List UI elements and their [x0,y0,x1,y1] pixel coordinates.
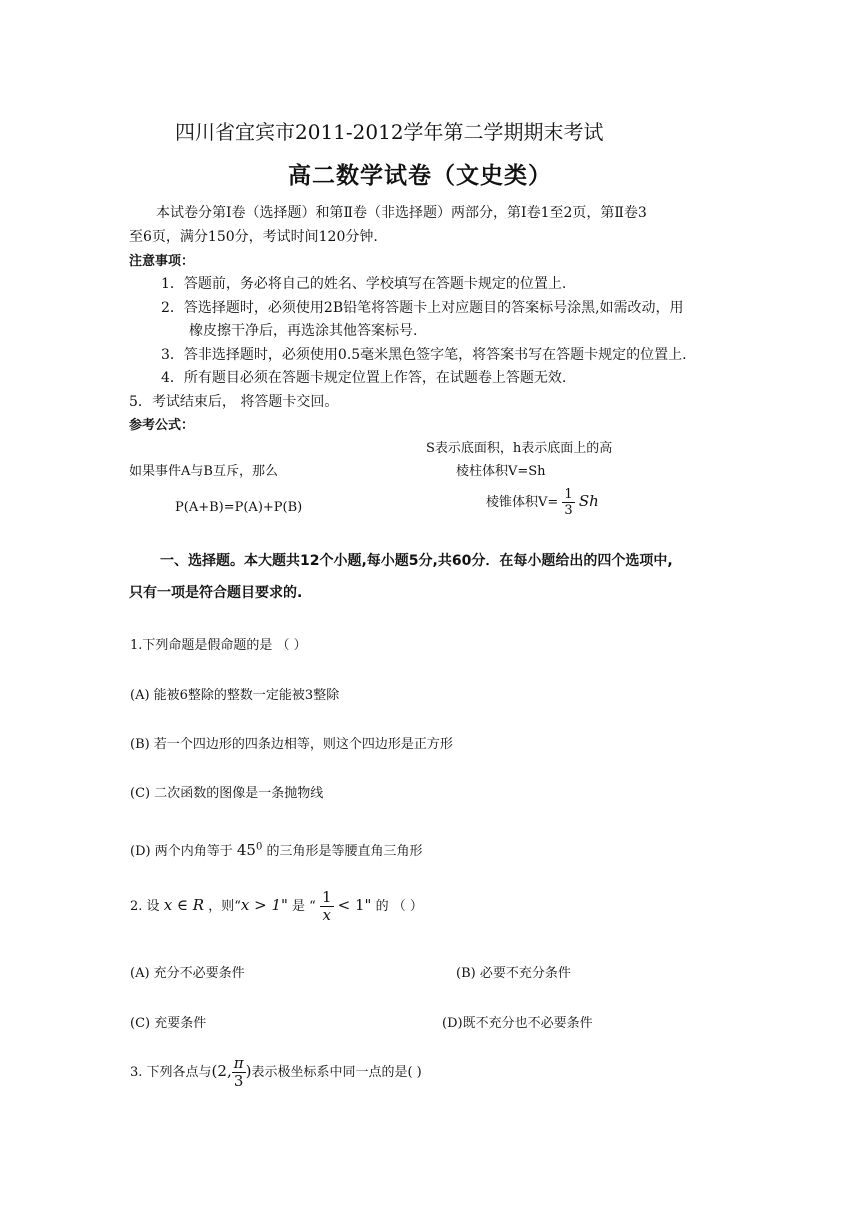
q3-open: (2, [211,1062,232,1080]
q1-option-b: (B) 若一个四边形的四条边相等，则这个四边形是正方形 [130,737,453,752]
q3-suffix: 表示极坐标系中同一点的是( ) [251,1065,422,1080]
q3-stem [130,1056,422,1089]
pyramid-frac-den: 3 [564,503,573,518]
pyramid-fraction [562,488,574,517]
formula-pyramid [486,488,599,517]
q3-close: ) [245,1062,252,1080]
q2-option-d: (D)既不充分也不必要条件 [442,1016,593,1031]
notes-heading: 注意事项： [129,254,195,269]
note-item-2b: 橡皮擦干净后，再选涂其他答案标号. [189,323,418,339]
q2-fraction [320,890,334,923]
intro-line-1: 本试卷分第Ⅰ卷（选择题）和第Ⅱ卷（非选择题）两部分，第Ⅰ卷1至2页，第Ⅱ卷3 [156,205,647,221]
q1-d-degree: 45 [236,841,256,859]
q2-frac-den: x [322,906,331,924]
q1-option-a: (A) 能被6整除的整数一定能被3整除 [130,688,340,703]
pyramid-frac-num: 1 [564,487,573,502]
q1-option-d [130,840,422,859]
q3-prefix: 3. 下列各点与 [130,1065,212,1080]
q2-option-a: (A) 充分不必要条件 [130,966,245,981]
note-item-2a: 2．答选择题时，必须使用2B铅笔将答题卡上对应题目的答案标号涂黑,如需改动，用 [161,300,684,316]
pyramid-prefix: 棱锥体积V= [486,495,559,510]
q2-mid-1: ，则“ [208,899,241,914]
q2-option-c: (C) 充要条件 [130,1016,207,1031]
section-heading-line-2: 只有一项是符合题目要求的. [129,585,303,601]
section-heading-line-1: 一、选择题。本大题共12个小题,每小题5分,共60分．在每小题给出的四个选项中, [160,553,673,569]
note-item-3: 3．答非选择题时，必须使用0.5毫米黑色签字笔，将答案书写在答题卡规定的位置上. [161,347,687,363]
q2-suffix: 的 （ ） [375,899,423,914]
q1-d-superscript: 0 [255,841,263,853]
q2-mid-2: 是 “ [292,899,316,914]
formula-s-note: S表示底面积，h表示底面上的高 [426,441,613,456]
exam-subtitle: 高二数学试卷（文史类） [288,162,552,189]
q1-d-suffix: 的三角形是等腰直角三角形 [266,844,423,859]
q1-d-prefix: (D) 两个内角等于 [130,844,233,859]
q3-fraction [232,1056,246,1089]
q2-option-b: (B) 必要不充分条件 [456,966,571,981]
q2-frac-num: 1 [321,888,332,906]
exam-title: 四川省宜宾市2011-2012学年第二学期期末考试 [175,120,604,144]
q3-frac-num: π [233,1054,244,1072]
q2-cond-x: x > 1" [240,896,288,914]
formula-prism: 棱柱体积V=Sh [456,464,546,479]
note-item-4: 4．所有题目必须在答题卡规定位置上作答，在试题卷上答题无效. [161,370,567,386]
q2-stem [130,890,423,923]
note-item-5: 5．考试结束后， 将答题卡交回。 [129,394,339,410]
pyramid-suffix: Sh [578,492,599,510]
formula-exclusive: 如果事件A与B互斥，那么 [129,464,278,479]
q3-frac-den: 3 [233,1072,244,1090]
q2-prefix: 2. 设 [130,899,160,914]
formula-heading: 参考公式： [129,418,195,433]
q2-cond-reciprocal: < 1" [337,896,372,914]
q2-cond-set: x ∈ R [163,896,205,914]
intro-line-2: 至6页，满分150分，考试时间120分钟. [129,229,378,245]
formula-probability: P(A+B)=P(A)+P(B) [175,500,303,515]
q1-stem: 1.下列命题是假命题的是 （ ） [130,638,307,653]
note-item-1: 1．答题前，务必将自己的姓名、学校填写在答题卡规定的位置上. [161,276,567,292]
q1-option-c: (C) 二次函数的图像是一条抛物线 [130,786,324,801]
